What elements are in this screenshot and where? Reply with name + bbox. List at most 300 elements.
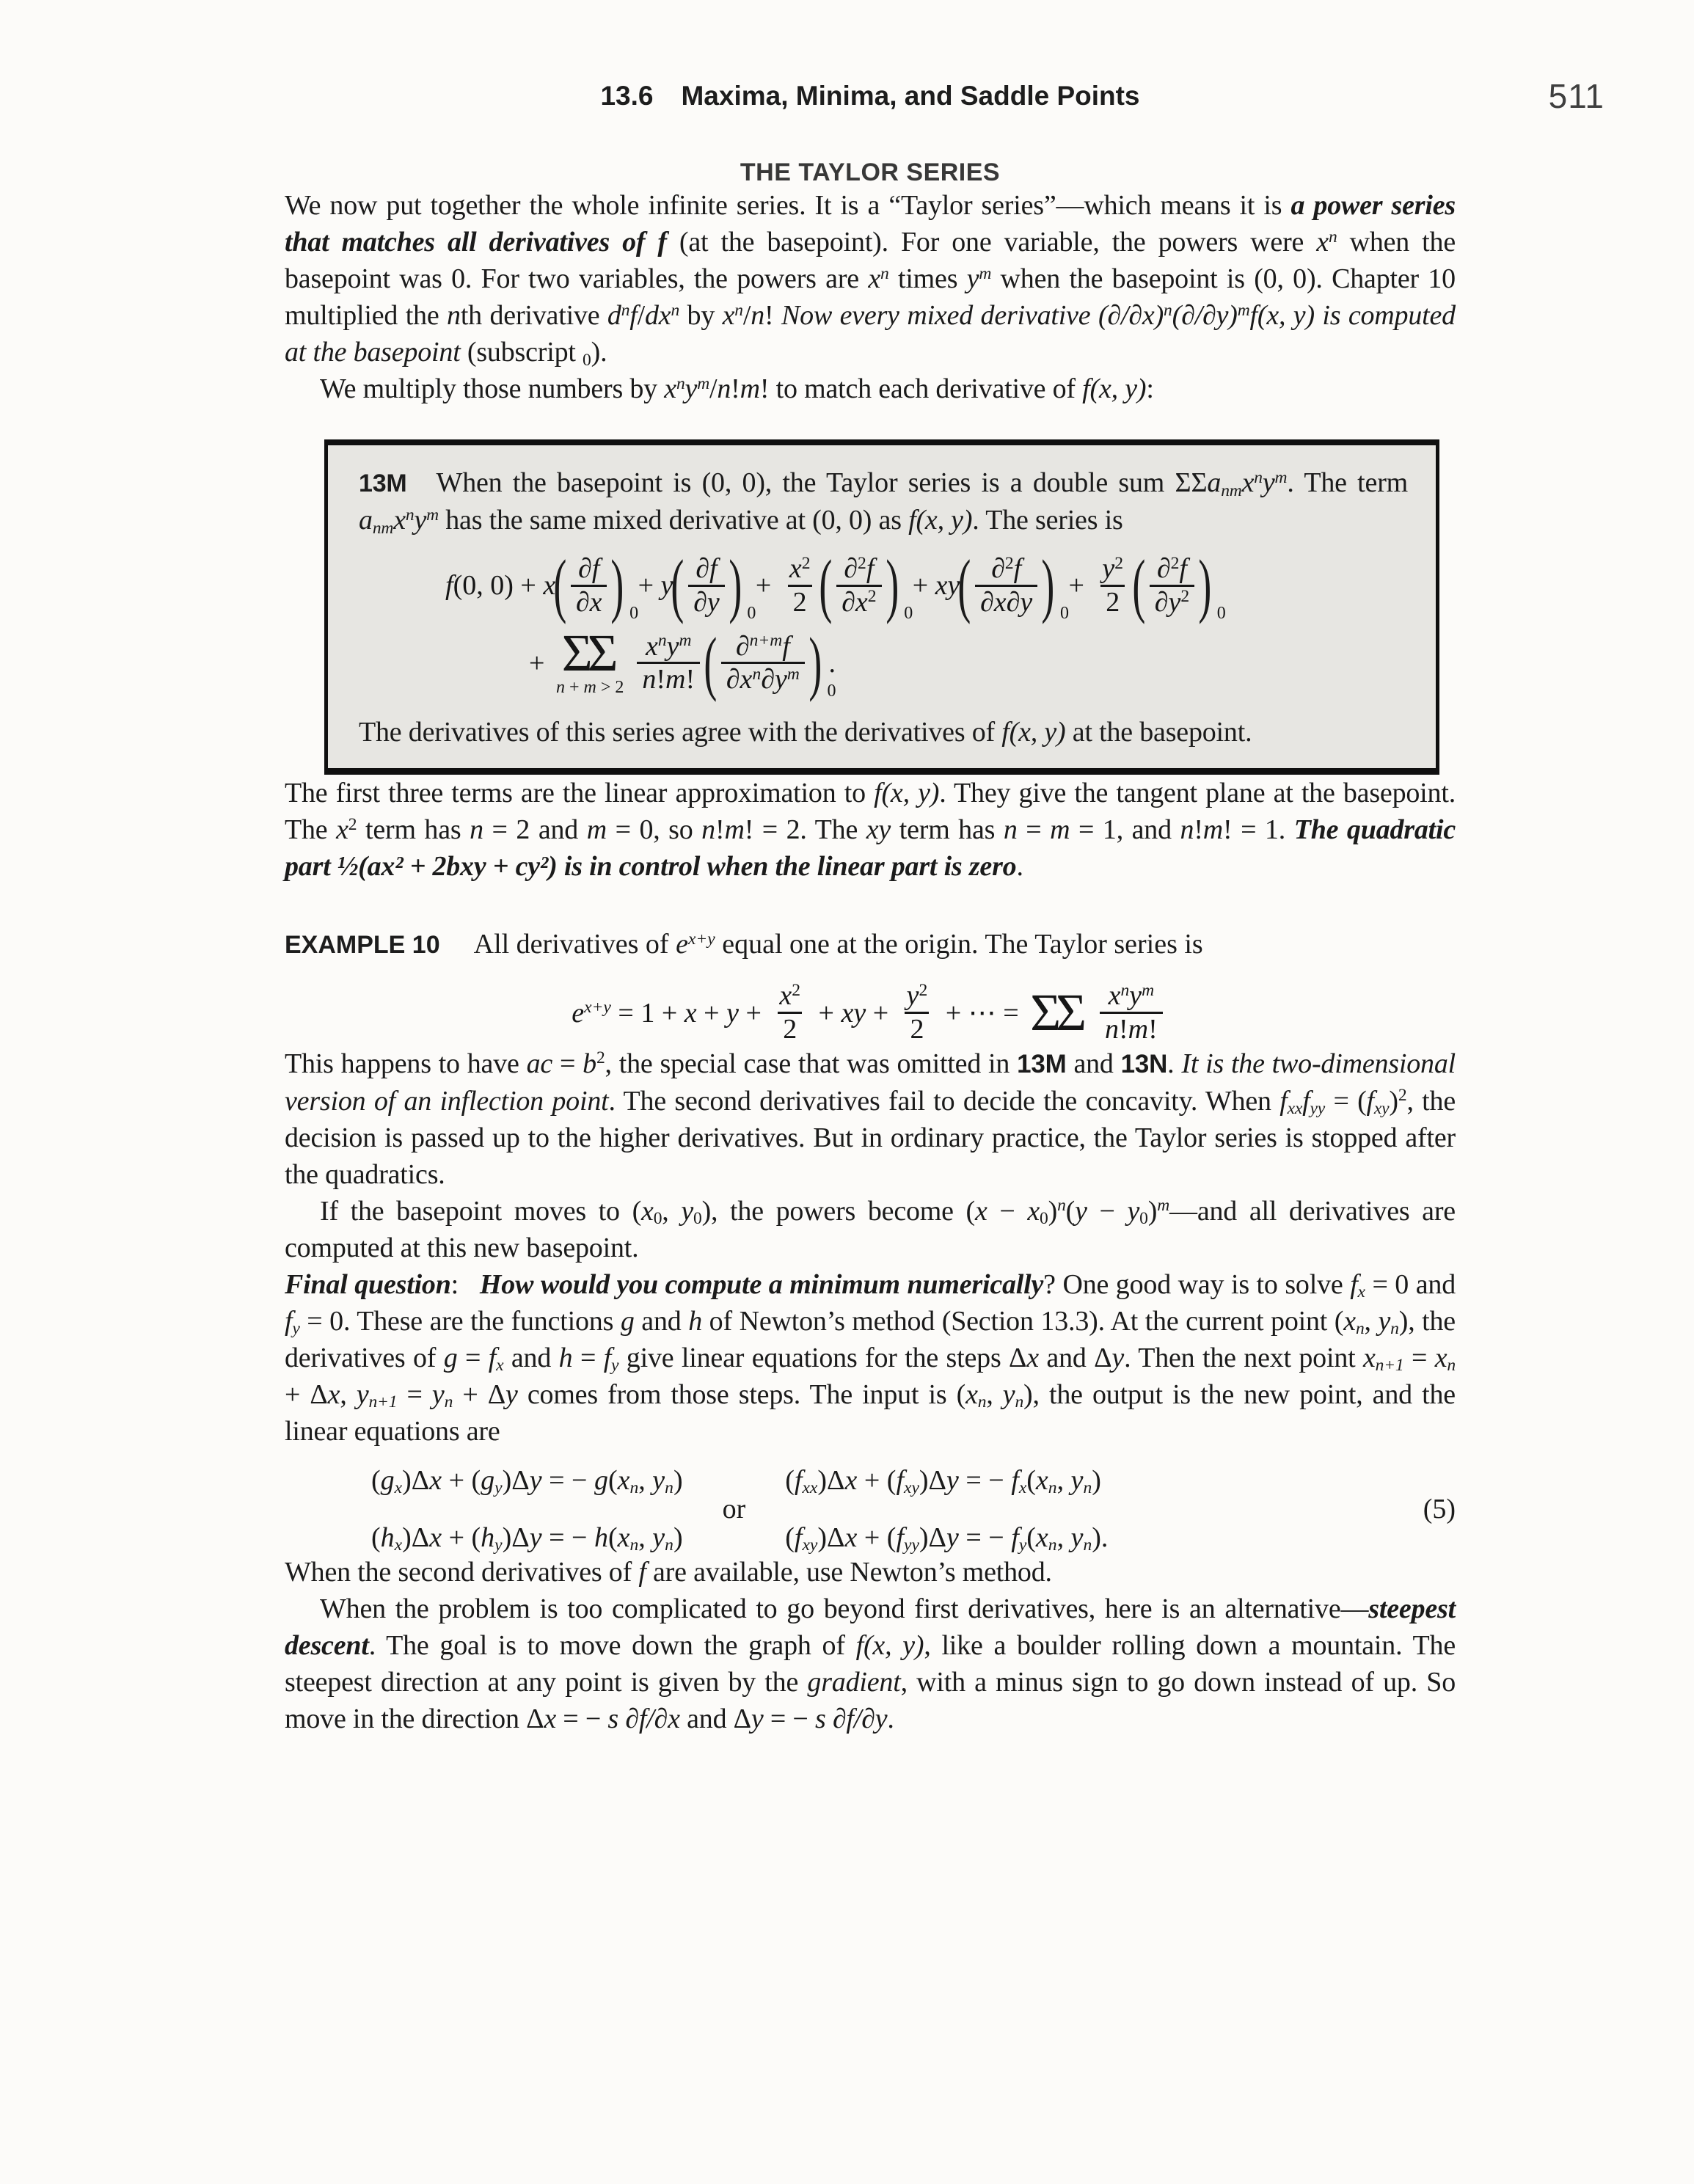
evaluated-at-subscript: 0 xyxy=(747,604,756,624)
text-run: (0, 0) + xyxy=(453,570,544,602)
parenthesized-fraction: ( $\frac{\partial f}{\partial x}$ ) 0 xyxy=(553,545,639,625)
text-run: + ( xyxy=(442,1464,481,1496)
text-run: n xyxy=(751,300,765,331)
text-run: , the special case that was omitted in xyxy=(605,1048,1018,1079)
text-run: ) xyxy=(673,1522,683,1553)
text-run: x xyxy=(664,373,676,404)
text-run: y xyxy=(494,1535,503,1555)
fraction xyxy=(975,553,1037,618)
text-run: by xyxy=(679,300,723,331)
text-run: f xyxy=(445,570,453,602)
text-run: , xyxy=(662,1195,682,1227)
section-title: Maxima, Minima, and Saddle Points xyxy=(681,81,1140,111)
text-run: ! xyxy=(656,664,666,695)
text-run: when the basepoint was 0. For two variables, the powers are xyxy=(285,227,1456,294)
text-run: f xyxy=(896,1464,904,1496)
text-run: h xyxy=(594,1522,608,1553)
text-run: + ( xyxy=(857,1522,897,1553)
example-equation xyxy=(285,980,1456,1045)
text-run: 2 xyxy=(1180,587,1190,607)
text-run: f xyxy=(629,300,638,331)
text-run: ∂ xyxy=(1156,553,1171,584)
text-run: m xyxy=(1142,981,1155,1001)
text-run: = ( xyxy=(1325,1085,1367,1117)
parenthesized-fraction: ( $\frac{\partial^2f}{\partial x^2}$ ) 0 xyxy=(819,545,913,625)
text-run: n xyxy=(676,373,685,393)
text-run: , xyxy=(1364,1305,1379,1337)
text-run: equal one at the origin. The Taylor series is xyxy=(715,929,1203,960)
text-run: of Newton’s method (Section 13.3). At the current point ( xyxy=(702,1305,1344,1337)
text-run: at the basepoint. xyxy=(1065,717,1252,748)
text-run: n+m xyxy=(749,631,783,651)
text-run: ∂f xyxy=(577,553,600,584)
text-run: n xyxy=(1390,1319,1399,1339)
text-run: 2 xyxy=(867,587,877,607)
text-run: m xyxy=(1202,814,1224,846)
text-run: n xyxy=(977,1392,987,1412)
text-run: + xyxy=(748,570,778,602)
text-run: ∂ xyxy=(844,553,858,584)
text-run: and Δ xyxy=(679,1703,751,1734)
evaluated-at-subscript: 0 xyxy=(629,604,639,624)
example-label: EXAMPLE 10 xyxy=(285,931,440,960)
text-run: ∂y xyxy=(761,664,787,695)
example-10 xyxy=(285,926,1456,963)
text-run: n xyxy=(1003,814,1018,846)
text-run: f xyxy=(1279,1085,1288,1117)
text-run: xy xyxy=(866,814,891,846)
text-run: (x, y) xyxy=(916,505,973,536)
text-run: a power series that matches all derivatives of f xyxy=(285,190,1456,258)
paragraph-multiply xyxy=(285,370,1456,407)
text-run: ( xyxy=(785,1522,795,1553)
newton-equations-left xyxy=(371,1464,683,1554)
text-run: m xyxy=(1157,1196,1170,1216)
text-run: (x, y) xyxy=(863,1629,924,1661)
text-run: h xyxy=(558,1342,573,1373)
paragraph-special-case xyxy=(285,1045,1456,1193)
text-run: n xyxy=(1120,981,1130,1001)
box-intro xyxy=(359,464,1408,538)
text-run: When the basepoint is (0, 0), the Taylor series is a double sum ΣΣ xyxy=(436,467,1208,498)
text-run: n xyxy=(880,263,889,283)
text-run: ( xyxy=(785,1464,795,1496)
evaluated-at-subscript: 0 xyxy=(1059,604,1069,624)
text-run: + Δ xyxy=(285,1378,328,1410)
text-run: = − xyxy=(958,1464,1012,1496)
text-run: It is the two-dimensional version of an inflection point xyxy=(285,1048,1456,1117)
text-run: and xyxy=(634,1305,689,1337)
text-run: : xyxy=(1146,373,1154,404)
text-run: m xyxy=(740,373,760,404)
text-run: f xyxy=(1179,553,1187,584)
text-run: ? One good way is to solve xyxy=(1043,1268,1351,1300)
fraction xyxy=(688,553,725,618)
text-run: )Δ xyxy=(919,1522,946,1553)
text-run: term has xyxy=(357,814,470,846)
text-run: = − xyxy=(541,1464,594,1496)
parenthesized-fraction: ( $\frac{\partial^2f}{\partial y^2}$ ) 0 xyxy=(1132,545,1226,625)
text-run: times xyxy=(888,263,967,294)
text-run: nm xyxy=(1221,481,1242,500)
text-run: + xyxy=(905,570,935,602)
text-run: m xyxy=(786,665,800,684)
text-run: f(x, y) is computed at the basepoint xyxy=(285,300,1456,368)
text-run: x xyxy=(1357,1282,1365,1302)
text-run: All derivatives of xyxy=(473,929,676,960)
text-run: f xyxy=(638,1556,646,1588)
text-run: y xyxy=(684,373,698,404)
text-run: The quadratic part ½(ax² + 2bxy + cy²) is in control when the linear part is zero xyxy=(285,814,1456,883)
text-run: . The second derivatives fail to decide the concavity. When xyxy=(608,1085,1280,1117)
text-run: ! xyxy=(759,373,770,404)
text-run: gradient xyxy=(807,1666,901,1698)
text-run: m xyxy=(586,814,607,846)
text-run: x xyxy=(844,1522,858,1553)
text-run: + xyxy=(1061,570,1092,602)
text-run: y xyxy=(1262,467,1275,498)
text-run: = xyxy=(457,1342,489,1373)
text-run: If the basepoint moves to ( xyxy=(320,1195,642,1227)
text-run: ( xyxy=(371,1464,381,1496)
box-outro xyxy=(359,714,1408,750)
text-run: 0 xyxy=(583,350,591,370)
text-run: x+y xyxy=(584,998,611,1018)
text-run: m xyxy=(979,263,992,283)
text-run: e xyxy=(676,929,688,960)
text-run: + xyxy=(866,997,896,1029)
text-run: y xyxy=(681,1195,693,1227)
text-run: y xyxy=(906,980,919,1012)
text-run: 2 xyxy=(1398,1086,1407,1106)
text-run: x xyxy=(429,1464,442,1496)
text-run: + Δ xyxy=(453,1378,505,1410)
text-run: = xyxy=(1017,814,1051,846)
text-run: y xyxy=(726,997,739,1029)
text-run: 0 xyxy=(1040,1209,1048,1229)
text-run: n xyxy=(1254,467,1263,487)
text-run: and xyxy=(1066,1048,1121,1079)
text-run: f xyxy=(1013,553,1022,584)
text-run: m xyxy=(1128,1014,1149,1045)
text-run: ∂x xyxy=(841,586,868,618)
text-run: n+1 xyxy=(1375,1356,1404,1376)
text-run: y xyxy=(529,1522,542,1553)
text-run: x xyxy=(1027,1195,1040,1227)
text-run: )Δ xyxy=(817,1522,845,1553)
text-run: to match each derivative of xyxy=(769,373,1083,404)
text-run: term has xyxy=(891,814,1004,846)
section-number: 13.6 xyxy=(600,81,654,111)
text-run: y xyxy=(431,1378,445,1410)
text-run: )Δ xyxy=(402,1522,430,1553)
text-run: = 0 and xyxy=(1365,1268,1456,1300)
text-run: x xyxy=(543,570,556,602)
paragraph-newtons-method xyxy=(285,1554,1456,1590)
text-run: n xyxy=(447,300,461,331)
text-run: ! xyxy=(764,300,781,331)
text-run: a xyxy=(359,505,373,536)
text-run: ∂f xyxy=(696,553,718,584)
paragraph-basepoint-moves xyxy=(285,1193,1456,1266)
equation-number: (5) xyxy=(1423,1493,1456,1524)
text-run: has the same mixed derivative at (0, 0) as xyxy=(438,505,909,536)
text-run: x xyxy=(645,630,658,662)
text-run: x xyxy=(1241,467,1255,498)
text-run: = − xyxy=(555,1703,608,1734)
text-run: , with a minus sign to go down instead of up. So move in the direction Δ xyxy=(285,1666,1456,1734)
text-run: x xyxy=(394,1535,403,1555)
text-run: > 2 xyxy=(596,678,624,698)
text-run: + ( xyxy=(442,1522,481,1553)
paragraph-intro xyxy=(285,187,1456,370)
text-run: 2 xyxy=(348,815,357,835)
text-run: 2 xyxy=(910,1014,924,1045)
text-run: 0 xyxy=(1139,1209,1148,1229)
text-run: 2 xyxy=(801,553,811,573)
text-run: ! = 2. The xyxy=(744,814,866,846)
text-run: x xyxy=(965,1378,978,1410)
text-run: = − xyxy=(541,1522,594,1553)
text-run: n xyxy=(734,300,743,320)
paragraph-steepest-descent xyxy=(285,1590,1456,1737)
text-run: . The series is xyxy=(972,505,1123,536)
text-run: th derivative xyxy=(460,300,607,331)
page-content xyxy=(285,0,1456,1737)
text-run: x xyxy=(684,997,697,1029)
text-run: . They give the tangent plane at the basepoint. The xyxy=(285,778,1456,846)
text-run: y xyxy=(1070,1464,1084,1496)
text-run: y xyxy=(611,1356,619,1376)
text-run: ∂x xyxy=(575,586,602,618)
text-run: ( xyxy=(1026,1522,1036,1553)
text-run: x xyxy=(327,1378,340,1410)
subsection-heading: THE TAYLOR SERIES xyxy=(740,158,1001,186)
text-run: m xyxy=(583,678,596,698)
text-run: f xyxy=(603,1342,612,1373)
text-run: + ⋯ = xyxy=(938,998,1026,1029)
text-run: y xyxy=(966,263,979,294)
text-run: n xyxy=(1447,1356,1456,1376)
text-run: f xyxy=(908,505,916,536)
text-run: n+1 xyxy=(368,1392,398,1412)
text-run: n xyxy=(671,300,680,320)
text-run: x xyxy=(1343,1305,1356,1337)
text-run: 2 xyxy=(858,553,866,573)
text-run: x xyxy=(617,1522,630,1553)
text-run: = − xyxy=(958,1522,1012,1553)
text-run: 2 xyxy=(783,1014,797,1045)
text-run: y xyxy=(1075,1195,1087,1227)
running-header xyxy=(285,81,1456,112)
text-run: 2 xyxy=(1170,553,1180,573)
text-run: ∂f/∂x xyxy=(618,1703,680,1734)
text-run: This happens to have xyxy=(285,1048,527,1079)
text-run: ) xyxy=(1147,1195,1158,1227)
text-run: n xyxy=(629,1478,639,1498)
text-run: Final question xyxy=(285,1268,451,1300)
double-sum-symbol: ΣΣ n + m > 2 xyxy=(555,624,624,698)
text-run: ∂x xyxy=(726,664,753,695)
text-run: − xyxy=(1087,1195,1128,1227)
fraction xyxy=(1150,553,1194,618)
text-run: s xyxy=(607,1703,618,1734)
equation-gx xyxy=(371,1464,683,1497)
text-run: + xyxy=(631,570,661,602)
fraction xyxy=(902,980,933,1045)
page-number: 511 xyxy=(1548,77,1604,115)
text-run: + ( xyxy=(857,1464,897,1496)
parenthesized-fraction: ( $\frac{\partial f}{\partial y}$ ) 0 xyxy=(671,545,756,625)
text-run: x xyxy=(336,814,348,846)
text-run: nm xyxy=(372,518,394,538)
text-run: f xyxy=(1302,1085,1310,1117)
text-run: f xyxy=(1082,373,1090,404)
text-run: x xyxy=(1026,1342,1039,1373)
parenthesized-fraction: ( $\frac{\partial^{n+m}f}{\partial x^n\partial y^m}$ ) 0 xyxy=(704,623,836,703)
text-run: n xyxy=(555,678,565,698)
text-run: + xyxy=(529,647,552,679)
text-run: n xyxy=(665,1535,673,1555)
text-run: / xyxy=(742,300,751,331)
text-run: n xyxy=(665,1478,673,1498)
fraction xyxy=(571,553,607,618)
text-run: ∂y xyxy=(693,586,720,618)
text-run: x xyxy=(1316,227,1329,258)
text-run: ) xyxy=(1389,1085,1398,1117)
text-run: , xyxy=(340,1378,357,1410)
text-run: 13N xyxy=(1120,1049,1168,1078)
text-run: )Δ xyxy=(919,1464,946,1496)
text-run: y xyxy=(529,1464,542,1496)
text-run: (∂/∂y) xyxy=(1172,300,1238,331)
text-run: f xyxy=(1011,1464,1019,1496)
text-run: xy xyxy=(802,1535,818,1555)
text-run: x xyxy=(496,1356,504,1376)
text-run: h xyxy=(688,1305,703,1337)
text-run: We now put together the whole infinite series. It is a “Taylor series”—which means it is xyxy=(285,190,1291,221)
text-run: d xyxy=(607,300,621,331)
text-run: ), the derivatives of xyxy=(285,1305,1456,1373)
text-run: n xyxy=(444,1392,453,1412)
text-run: g xyxy=(481,1464,495,1496)
text-run: 2 xyxy=(919,981,928,1001)
text-run: xy xyxy=(935,570,960,602)
text-run: x xyxy=(1018,1478,1027,1498)
text-run: m xyxy=(697,373,709,393)
text-run: n xyxy=(1105,1014,1119,1045)
text-run: 13M xyxy=(1017,1049,1067,1078)
text-run: f xyxy=(855,1629,864,1661)
text-run: g xyxy=(380,1464,395,1496)
text-run: ! = 1. xyxy=(1223,814,1294,846)
text-run: , xyxy=(986,1378,1003,1410)
text-run: s xyxy=(814,1703,826,1734)
text-run: x xyxy=(1035,1522,1048,1553)
text-run: h xyxy=(481,1522,495,1553)
text-run: xy xyxy=(904,1478,919,1498)
text-run: n xyxy=(1048,1535,1057,1555)
text-run: x xyxy=(975,1195,987,1227)
text-run: 0 xyxy=(653,1209,662,1229)
text-run: = 0. These are the functions xyxy=(299,1305,621,1337)
text-run: ∂ xyxy=(735,630,750,662)
text-run: x xyxy=(1108,980,1121,1012)
text-run: y xyxy=(1111,1342,1125,1373)
fraction xyxy=(836,553,881,618)
text-run: are available, use Newton’s method. xyxy=(646,1556,1052,1588)
text-run: (x, y) xyxy=(1009,717,1066,748)
fraction xyxy=(1100,980,1163,1045)
text-run: x xyxy=(722,300,735,331)
text-run: ∂x∂y xyxy=(980,586,1033,618)
text-run: )Δ xyxy=(502,1464,530,1496)
text-run: The derivatives of this series agree with the derivatives of xyxy=(359,717,1002,748)
text-run: when the basepoint is (0, 0). Chapter 10 multiplied the xyxy=(285,263,1456,331)
text-run: , xyxy=(638,1464,653,1496)
text-run: f xyxy=(1366,1085,1374,1117)
theorem-box-13m xyxy=(324,439,1439,775)
text-run: ( xyxy=(371,1522,381,1553)
text-run: n xyxy=(629,1535,639,1555)
text-run: + xyxy=(738,997,769,1029)
text-run: n xyxy=(642,664,657,695)
text-run: n xyxy=(1328,227,1337,246)
paragraph-first-three-terms xyxy=(285,775,1456,885)
text-run: f xyxy=(794,1522,803,1553)
text-run: (x, y) xyxy=(1089,373,1147,404)
equation-hx xyxy=(371,1522,683,1554)
text-run: n xyxy=(701,814,715,846)
text-run: 2 xyxy=(1114,553,1124,573)
text-run: n xyxy=(752,665,762,684)
taylor-series-equation-line1 xyxy=(445,545,1408,625)
text-run: = 2 and xyxy=(483,814,587,846)
text-run: f xyxy=(488,1342,497,1373)
text-run: ) xyxy=(1092,1464,1101,1496)
text-run: y xyxy=(356,1378,369,1410)
text-run: y xyxy=(494,1478,503,1498)
text-run: ( xyxy=(607,1464,618,1496)
text-run: e xyxy=(572,997,585,1029)
text-run: x xyxy=(779,980,792,1012)
text-run: n xyxy=(717,373,731,404)
text-run: ) xyxy=(1048,1195,1058,1227)
text-run: xy xyxy=(841,997,866,1029)
text-run: ( xyxy=(1065,1195,1076,1227)
text-run: m xyxy=(1050,814,1070,846)
evaluated-at-subscript: 0 xyxy=(904,604,913,624)
text-run: x xyxy=(393,505,406,536)
example-lead-text xyxy=(474,926,1203,963)
text-run: xy xyxy=(1373,1099,1390,1119)
text-run: y xyxy=(946,1464,959,1496)
text-run: g xyxy=(620,1305,635,1337)
text-run: y xyxy=(751,1703,764,1734)
text-run: ∂ xyxy=(991,553,1005,584)
text-run: dx xyxy=(645,300,671,331)
text-run: = 1, and xyxy=(1070,814,1180,846)
text-run: We multiply those numbers by xyxy=(320,373,665,404)
text-run: ! xyxy=(715,814,725,846)
text-run: The first three terms are the linear approximation to xyxy=(285,778,875,809)
text-run: xx xyxy=(802,1478,818,1498)
text-run: g xyxy=(594,1464,608,1496)
text-run: . xyxy=(887,1703,894,1734)
text-run: y xyxy=(652,1464,665,1496)
text-run: n xyxy=(1180,814,1194,846)
text-run: . xyxy=(1016,851,1023,883)
